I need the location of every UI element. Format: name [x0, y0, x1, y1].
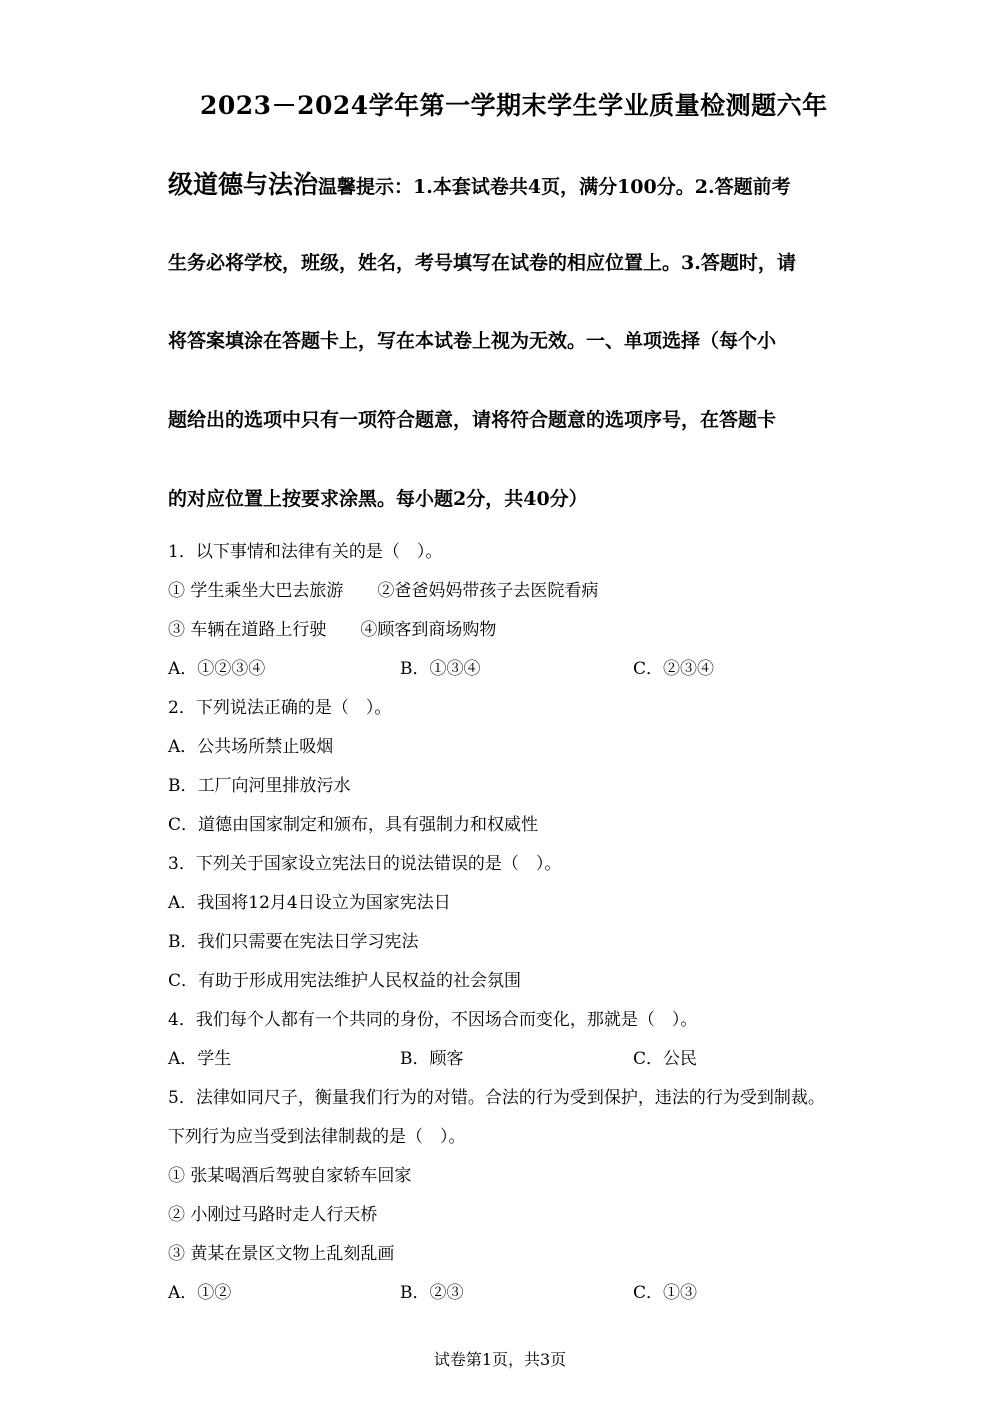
question-5-option-c: C．①③ [633, 1283, 698, 1303]
question-5-stem: 5．法律如同尺子，衡量我们行为的对错。合法的行为受到保护，违法的行为受到制裁。 [168, 1088, 825, 1108]
subject-title: 级道德与法治 [168, 170, 319, 199]
question-5-item-1: ① 张某喝酒后驾驶自家轿车回家 [168, 1166, 412, 1186]
page-footer: 试卷第1页，共3页 [433, 1350, 567, 1369]
section-instructions-2: 的对应位置上按要求涂黑。每小题2分，共40分） [168, 488, 588, 510]
question-1-option-a: A．①②③④ [168, 659, 266, 679]
question-5-option-a: A．①② [168, 1283, 232, 1303]
tips-text-3: 将答案填涂在答题卡上，写在本试卷上视为无效。一、单项选择（每个小 [168, 330, 777, 352]
question-2-option-b: B．工厂向河里排放污水 [168, 776, 351, 796]
question-1-option-c: C．②③④ [633, 659, 715, 679]
question-5-option-b: B．②③ [400, 1283, 464, 1303]
section-instructions-1: 题给出的选项中只有一项符合题意，请将符合题意的选项序号，在答题卡 [168, 409, 777, 431]
tips-text-2: 生务必将学校，班级，姓名，考号填写在试卷的相应位置上。3.答题时，请 [168, 252, 796, 274]
question-5-item-3: ③ 黄某在景区文物上乱刻乱画 [168, 1244, 395, 1264]
question-1-option-b: B．①③④ [400, 659, 481, 679]
question-4-option-b: B．顾客 [400, 1049, 464, 1069]
question-4-stem: 4．我们每个人都有一个共同的身份，不因场合而变化，那就是（ ）。 [168, 1010, 698, 1030]
question-1-item-row-2: ③ 车辆在道路上行驶 ④顾客到商场购物 [168, 620, 497, 640]
exam-title: 2023－2024学年第一学期末学生学业质量检测题六年 [200, 91, 828, 120]
question-3-option-c: C．有助于形成用宪法维护人民权益的社会氛围 [168, 971, 522, 991]
question-2-option-a: A．公共场所禁止吸烟 [168, 737, 334, 757]
question-3-option-a: A．我国将12月4日设立为国家宪法日 [168, 893, 451, 913]
question-1-item-row-1: ① 学生乘坐大巴去旅游 ②爸爸妈妈带孩子去医院看病 [168, 581, 599, 601]
question-3-option-b: B．我们只需要在宪法日学习宪法 [168, 932, 419, 952]
question-4-option-a: A．学生 [168, 1049, 232, 1069]
question-3-stem: 3．下列关于国家设立宪法日的说法错误的是（ ）。 [168, 854, 562, 874]
title-and-tips-line [168, 170, 838, 202]
question-4-option-c: C．公民 [633, 1049, 698, 1069]
question-1-stem: 1．以下事情和法律有关的是（ ）。 [168, 542, 443, 562]
question-5-item-2: ② 小刚过马路时走人行天桥 [168, 1205, 378, 1225]
tips-text-1: 温馨提示：1.本套试卷共4页，满分100分。2.答题前考 [318, 176, 791, 198]
question-2-option-c: C．道德由国家制定和颁布，具有强制力和权威性 [168, 815, 539, 835]
question-2-stem: 2．下列说法正确的是（ ）。 [168, 698, 392, 718]
question-5-stem-continued: 下列行为应当受到法律制裁的是（ ）。 [168, 1127, 466, 1147]
